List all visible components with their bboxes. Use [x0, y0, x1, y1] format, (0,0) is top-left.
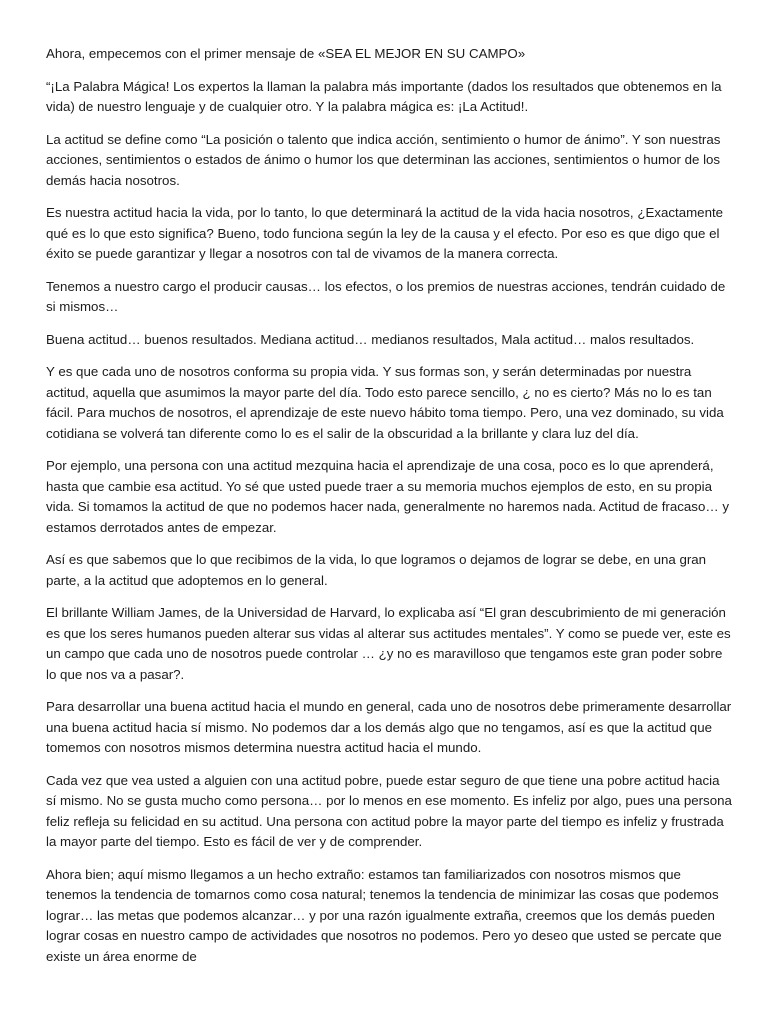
paragraph: La actitud se define como “La posición o talento que indica acción, sentimiento o humor de ánimo”. Y son nuestras acciones, sentimientos o estados de ánimo o humor los que determinan las acciones, sentimientos o humor de los demás hacia nosotros. — [46, 131, 721, 188]
paragraph-intro: Ahora, empecemos con el primer mensaje de «SEA EL MEJOR EN SU CAMPO» — [46, 46, 526, 61]
paragraph: Y es que cada uno de nosotros conforma su propia vida. Y sus formas son, y serán determinadas por nuestra actitud, aquella que asumimos la mayor parte del día. Todo esto parece sencillo, ¿ no es cierto? Más no lo es tan fácil. Para muchos de nosotros, el aprendizaje de este nuevo hábito toma tiempo. Pero, una vez dominado, su vida cotidiana se volverá tan diferente como lo es el salir de la obscuridad a la brillante y clara luz del día. — [46, 364, 724, 441]
document-body — [46, 44, 732, 979]
paragraph: Para desarrollar una buena actitud hacia el mundo en general, cada uno de nosotros debe primeramente desarrollar una buena actitud hacia sí mismo. No podemos dar a los demás algo que no tengamos, así es que la actitud que tomemos con nosotros mismos determina nuestra actitud hacia el mundo. — [46, 699, 732, 755]
paragraph: “¡La Palabra Mágica! Los expertos la llaman la palabra más importante (dados los resultados que obtenemos en la vida) de nuestro lenguaje y de cualquier otro. Y la palabra mágica es: ¡La Actitud!. — [46, 78, 722, 114]
paragraph: Tenemos a nuestro cargo el producir causas… los efectos, o los premios de nuestras acciones, tendrán cuidado de si mismos… — [46, 278, 726, 314]
paragraph: Así es que sabemos que lo que recibimos de la vida, lo que logramos o dejamos de lograr se debe, en una gran parte, a la actitud que adoptemos en lo general. — [46, 552, 707, 588]
paragraph: Cada vez que vea usted a alguien con una actitud pobre, puede estar seguro de que tiene una pobre actitud hacia sí mismo. No se gusta mucho como persona… por lo menos en ese momento. Es infeliz por algo, pues una persona feliz refleja su felicidad en su actitud. Una persona con actitud pobre la mayor parte del tiempo es infeliz y frustrada la mayor parte del tiempo. Esto es fácil de ver y de comprender. — [46, 772, 732, 849]
paragraph: Es nuestra actitud hacia la vida, por lo tanto, lo que determinará la actitud de la vida hacia nosotros, ¿Exactamente qué es lo que esto significa? Bueno, todo funciona según la ley de la causa y el efecto. Por eso es que digo que el éxito se puede garantizar y llegar a nosotros con tal de vivamos de la manera correcta. — [46, 205, 724, 261]
paragraph: Buena actitud… buenos resultados. Mediana actitud… medianos resultados, Mala actitud… malos resultados. — [46, 331, 695, 347]
paragraph: Por ejemplo, una persona con una actitud mezquina hacia el aprendizaje de una cosa, poco es lo que aprenderá, hasta que cambie esa actitud. Yo sé que usted puede traer a su memoria muchos ejemplos de esto, en su propia vida. Si tomamos la actitud de que no podemos hacer nada, generalmente no haremos nada. Actitud de fracaso… y estamos derrotados antes de empezar. — [46, 458, 729, 535]
paragraph-truncated: Ahora bien; aquí mismo llegamos a un hecho extraño: estamos tan familiarizados con nosotros mismos que tenemos la tendencia de tomarnos como cosa natural; tenemos la tendencia de minimizar las cosas que podemos lograr… las metas que podemos alcanzar… y por una razón igualmente extraña, creemos que los demás pueden lograr cosas en nuestro campo de actividades que nosotros no podemos. Pero yo deseo que usted se percate que existe un área enorme de — [46, 866, 722, 964]
paragraph: El brillante William James, de la Universidad de Harvard, lo explicaba así “El gran descubrimiento de mi generación es que los seres humanos pueden alterar sus vidas al alterar sus actitudes mentales”. Y como se puede ver, este es un campo que cada uno de nosotros puede controlar … ¿y no es maravilloso que tengamos este gran poder sobre lo que nos va a pasar?. — [46, 605, 731, 682]
